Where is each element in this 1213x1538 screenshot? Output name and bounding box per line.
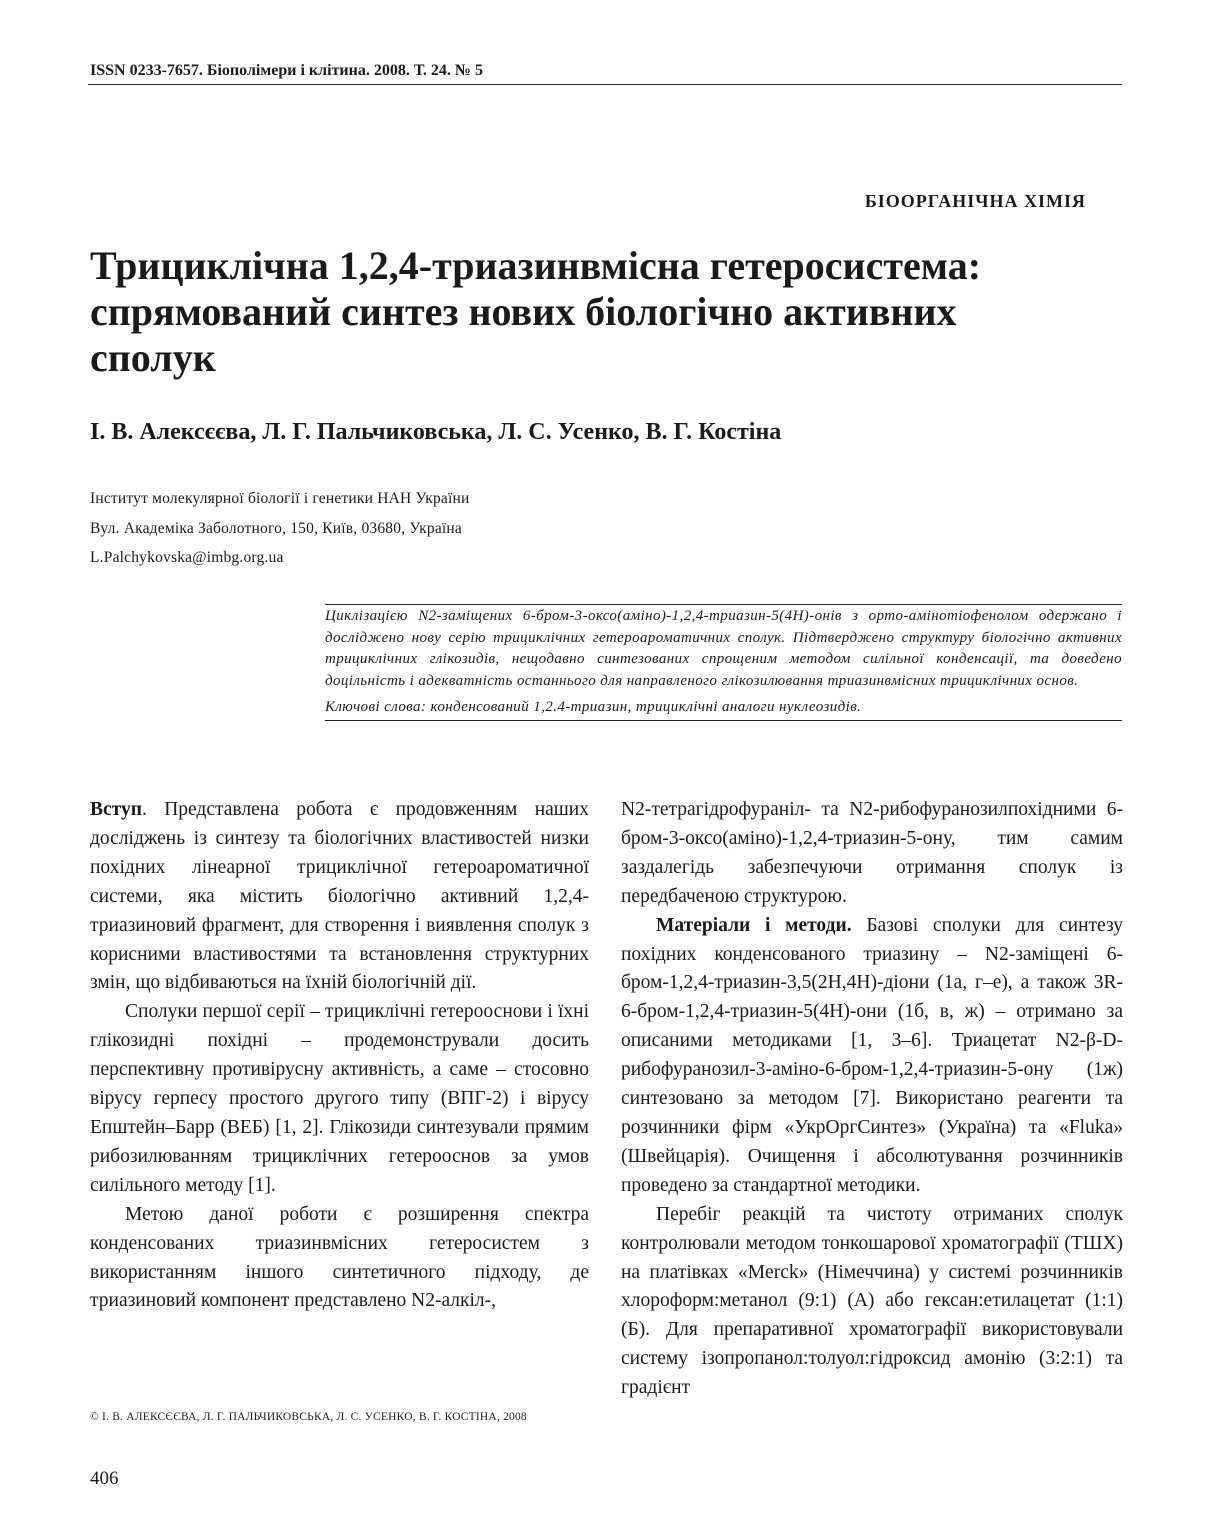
title-line: сполук — [90, 335, 216, 380]
header-rule — [88, 84, 1122, 85]
paragraph: Перебіг реакцій та чистоту отриманих сполук контролювали методом тонкошарової хроматографії (ТШХ) на платівках «Merck» (Німеччина) у системі розчинників хлороформ:метанол (9:1) (А) або гексан:етилацетат (1:1) (Б). Для препаративної хроматографії використовували систему ізопропанол:толуол:гідроксид амонію (3:2:1) та градієнт — [621, 1203, 1123, 1399]
paragraph: Сполуки першої серії – трициклічні гетерооснови і їхні глікозидні похідні – продемонстрували досить перспективну противірусну активність, а саме – стосовно вірусу герпесу простого другого типу (ВПГ-2) і вірусу Епштейн–Барр (ВЕБ) [1, 2]. Глікозиди синтезували прямим рибозилюванням трициклічних гетерооснов за умов силільного методу [1]. — [90, 1001, 589, 1196]
abstract: Циклізацією N2-заміщених 6-бром-3-оксо(аміно)-1,2,4-триазин-5(4Н)-онів з орто-амінотіофенолом одержано і досліджено нову серію трициклічних гетероароматичних сполук. Підтверджено структуру біологічно активних трициклічних глікозидів, нещодавно синтезованих спрощеним методом силільної конденсації, та доведено доцільність і адекватність останнього для направленого глікозилювання триазинвмісних трициклічних основ. — [325, 608, 1122, 689]
intro-paragraph — [90, 796, 589, 998]
article-title — [90, 243, 1090, 381]
paragraph: N2-тетрагідрофураніл- та N2-рибофуранозилпохідними 6-бром-3-оксо(аміно)-1,2,4-триазин-5-ону, тим самим заздалегідь забезпечуючи отримання сполук із передбаченою структурою. — [621, 799, 1123, 907]
journal-header: ISSN 0233-7657. Біополімери і клітина. 2008. Т. 24. № 5 — [90, 62, 484, 79]
page-number: 406 — [90, 1468, 119, 1489]
title-line: спрямований синтез нових біологічно активних — [90, 289, 957, 334]
affiliation-email: L.Palchykovska@imbg.org.ua — [90, 549, 284, 566]
abstract-box — [325, 604, 1122, 721]
title-line: Трициклічна 1,2,4-триазинвмісна гетеросистема: — [90, 243, 982, 288]
methods-label: Матеріали і методи. — [656, 914, 852, 936]
copyright-notice: © І. В. АЛЕКСЄЄВА, Л. Г. ПАЛЬЧИКОВСЬКА, Л. С. УСЕНКО, В. Г. КОСТІНА, 2008 — [90, 1411, 527, 1423]
methods-paragraph — [621, 912, 1123, 1201]
affiliation-institute: Інститут молекулярної біології і генетики НАН України — [90, 490, 470, 507]
keywords: Ключові слова: конденсований 1,2.4-триазин, трициклічні аналоги нуклеозидів. — [325, 699, 1122, 721]
intro-text: . Представлена робота є продовженням наших досліджень із синтезу та біологічних властивостей низки похідних лінеарної трициклічної гетероароматичної системи, яка містить біологічно активний 1,2,4-триазиновий фрагмент, для створення і виявлення сполук з корисними властивостями та встановлення структурних змін, що відбиваються на їхній біологічній дії. — [90, 799, 589, 994]
intro-label: Вступ — [90, 799, 142, 820]
authors: І. В. Алексєєва, Л. Г. Пальчиковська, Л. С. Усенко, В. Г. Костіна — [90, 419, 782, 445]
section-heading: БІООРГАНІЧНА ХІМІЯ — [864, 191, 1086, 211]
methods-text: Базові сполуки для синтезу похідних конденсованого триазину – N2-заміщені 6-бром-1,2,4-триазин-3,5(2Н,4Н)-діони (1а, г–е), а також 3R-6-бром-1,2,4-триазин-5(4Н)-они (1б, в, ж) – отримано за описаними методиками [1, 3–6]. Триацетат N2-β-D-рибофуранозил-3-аміно-6-бром-1,2,4-триазин-5-ону (1ж) синтезовано за методом [7]. Використано реагенти та розчинники фірм «УкрОргСинтез» (Україна) та «Fluka» (Швейцарія). Очищення і абсолютування розчинників проведено за стандартної методики. — [621, 914, 1123, 1196]
paragraph: Метою даної роботи є розширення спектра конденсованих триазинвмісних гетеросистем з використанням іншого синтетичного підходу, де триазиновий компонент представлено N2-алкіл-, — [90, 1203, 589, 1312]
left-column — [90, 796, 589, 1316]
affiliation-address: Вул. Академіка Заболотного, 150, Київ, 03680, Україна — [90, 520, 462, 537]
right-column — [621, 796, 1123, 1403]
